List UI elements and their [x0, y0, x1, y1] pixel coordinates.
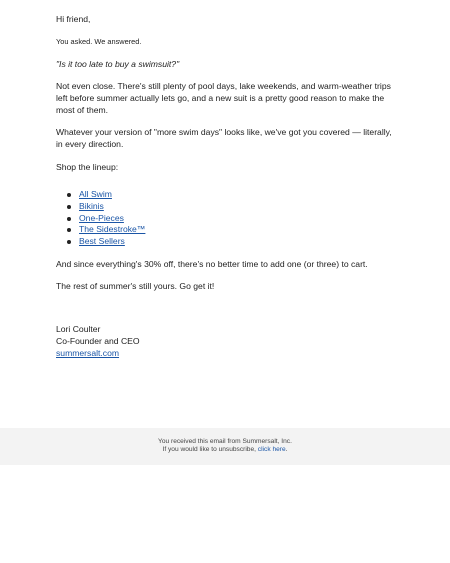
website-link[interactable]: summersalt.com — [56, 347, 120, 358]
email-body — [56, 13, 396, 359]
unsubscribe-link[interactable]: click here — [257, 446, 286, 454]
list-item — [79, 224, 396, 236]
footer-sender-text: You received this email from Summersalt, Inc. — [158, 438, 292, 445]
intro-text: You asked. We answered. — [56, 37, 142, 46]
bullet-icon — [67, 228, 71, 232]
sale-text: And since everything's 30% off, there's no better time to add one (or three) to cart. — [56, 258, 368, 269]
quote-text: "Is it too late to buy a swimsuit?" — [56, 59, 180, 69]
footer-unsubscribe-prefix: If you would like to unsubscribe, — [162, 446, 258, 454]
list-item — [79, 189, 396, 201]
signature-name: Lori Coulter — [56, 323, 101, 334]
paragraph-1: Not even close. There's still plenty of pool days, lake weekends, and warm-weather trips left before summer actually lets go, and a new suit is a pretty good reason to make the most of them. — [56, 81, 391, 115]
lineup-links-list — [56, 189, 396, 248]
link-sidestroke[interactable]: The Sidestroke™ — [79, 224, 146, 235]
bullet-icon — [67, 193, 71, 197]
lineup-label: Shop the lineup: — [56, 162, 119, 172]
signature-title: Co-Founder and CEO — [56, 335, 140, 346]
link-all-swim[interactable]: All Swim — [79, 189, 112, 199]
footer-unsubscribe-suffix: . — [285, 446, 288, 454]
bullet-icon — [67, 240, 71, 244]
email-footer — [0, 428, 450, 465]
closing-text: The rest of summer's still yours. Go get it! — [56, 280, 215, 291]
link-one-pieces[interactable]: One-Pieces — [79, 212, 124, 223]
list-item — [79, 213, 396, 225]
bullet-icon — [67, 217, 71, 221]
paragraph-2: Whatever your version of "more swim days" looks like, we've got you covered — literally, in every direction. — [56, 127, 392, 149]
bullet-icon — [67, 205, 71, 209]
link-bikinis[interactable]: Bikinis — [79, 200, 104, 211]
footer-unsubscribe-line — [0, 446, 450, 454]
greeting: Hi friend, — [56, 14, 91, 24]
list-item — [79, 236, 396, 248]
signature-block — [56, 323, 396, 359]
link-best-sellers[interactable]: Best Sellers — [79, 236, 125, 247]
list-item — [79, 201, 396, 213]
